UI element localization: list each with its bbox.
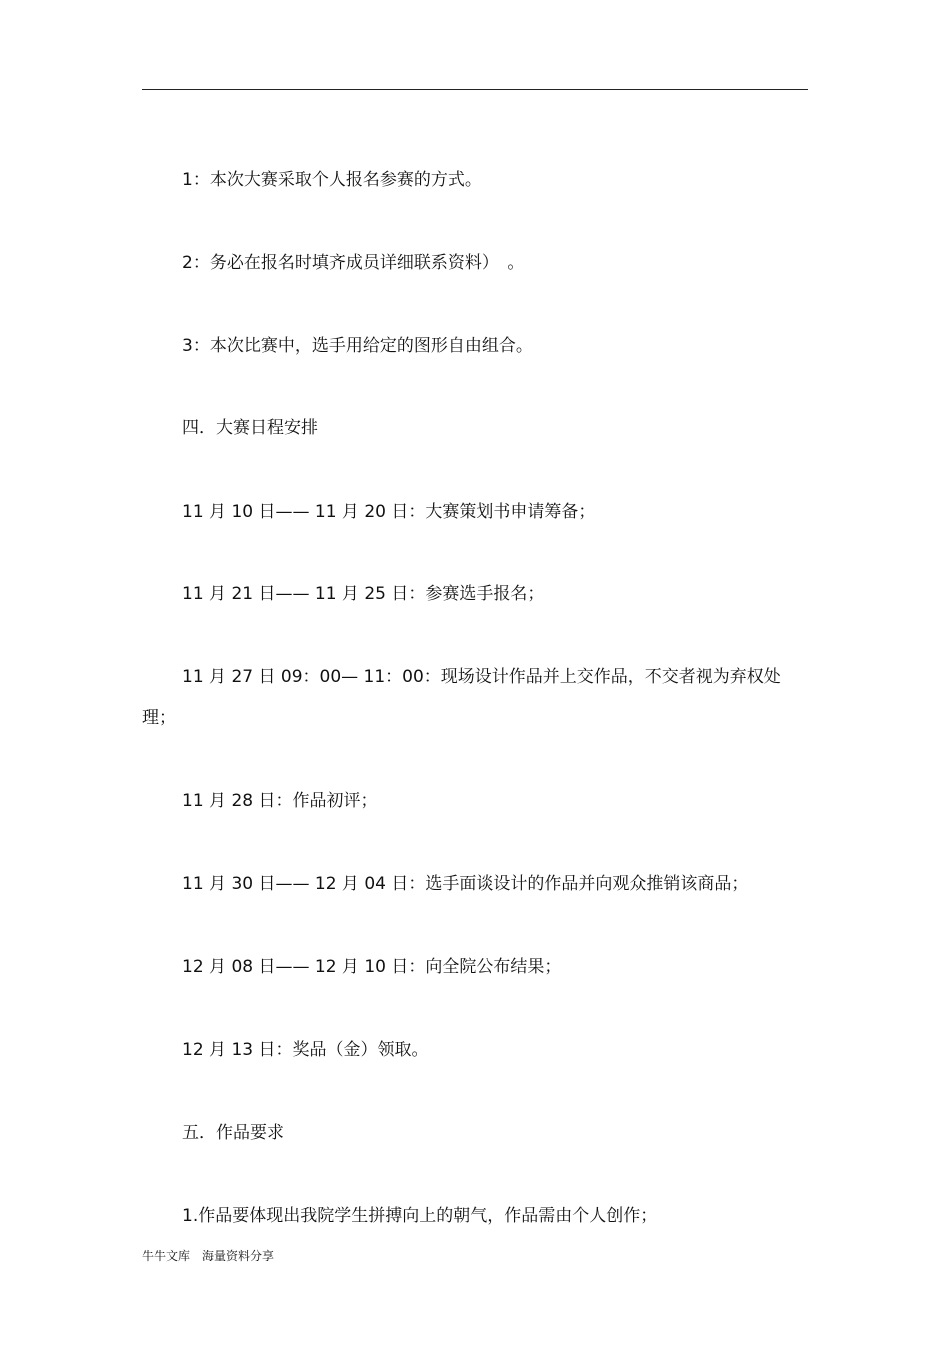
section-heading-requirements: 五．作品要求 [182, 1123, 284, 1143]
schedule-item-2: 11 月 21 日—— 11 月 25 日：参赛选手报名； [182, 584, 545, 604]
rule-item-3: 3：本次比赛中，选手用给定的图形自由组合。 [182, 336, 533, 356]
page-footer: 牛牛文库 海量资料分享 [142, 1249, 275, 1263]
schedule-item-7: 12 月 13 日：奖品（金）领取。 [182, 1040, 429, 1060]
rule-item-2: 2：务必在报名时填齐成员详细联系资料） 。 [182, 253, 525, 273]
schedule-item-5: 11 月 30 日—— 12 月 04 日：选手面谈设计的作品并向观众推销该商品； [182, 874, 749, 894]
requirement-item-1: 1.作品要体现出我院学生拼搏向上的朝气，作品需由个人创作； [182, 1206, 658, 1226]
header-rule [142, 89, 808, 90]
schedule-item-4: 11 月 28 日：作品初评； [182, 791, 378, 811]
schedule-item-6: 12 月 08 日—— 12 月 10 日：向全院公布结果； [182, 957, 562, 977]
schedule-item-3: 11 月 27 日 09：00— 11：00：现场设计作品并上交作品，不交者视为弃权处理； [142, 667, 781, 728]
rule-item-1: 1：本次大赛采取个人报名参赛的方式。 [182, 170, 482, 190]
schedule-item-1: 11 月 10 日—— 11 月 20 日：大赛策划书申请筹备； [182, 502, 596, 522]
section-heading-schedule: 四．大赛日程安排 [182, 418, 318, 438]
